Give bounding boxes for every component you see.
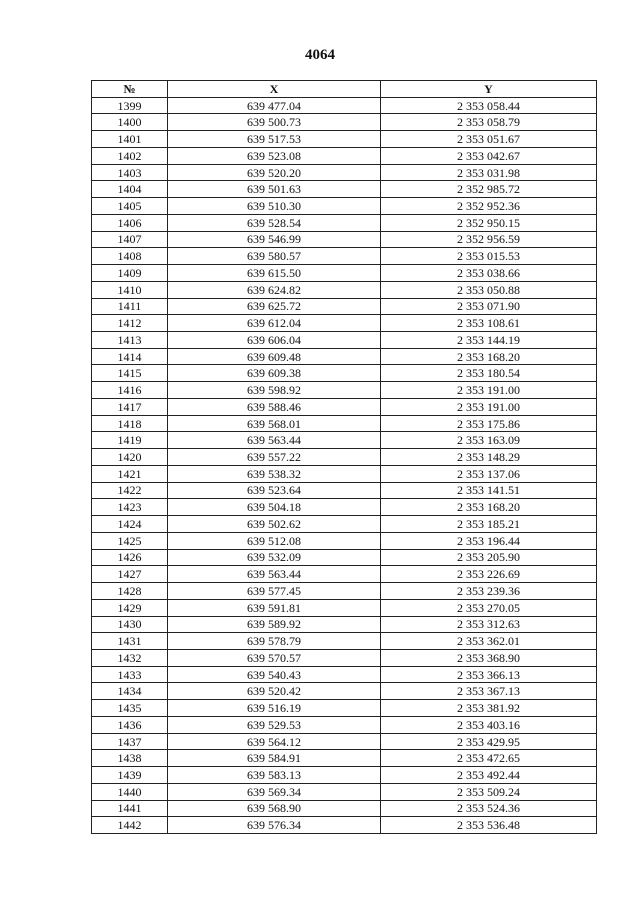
cell-point-number: 1424 xyxy=(92,516,168,533)
table-row xyxy=(92,783,597,800)
cell-x: 639 584.91 xyxy=(168,750,381,767)
table-row xyxy=(92,599,597,616)
cell-point-number: 1426 xyxy=(92,549,168,566)
cell-point-number: 1402 xyxy=(92,147,168,164)
cell-y: 2 353 031.98 xyxy=(381,164,597,181)
table-row xyxy=(92,432,597,449)
cell-x: 639 504.18 xyxy=(168,499,381,516)
table-row xyxy=(92,315,597,332)
cell-y: 2 353 205.90 xyxy=(381,549,597,566)
cell-point-number: 1400 xyxy=(92,114,168,131)
table-row xyxy=(92,516,597,533)
table-row xyxy=(92,114,597,131)
cell-y: 2 353 042.67 xyxy=(381,147,597,164)
cell-y: 2 353 403.16 xyxy=(381,716,597,733)
cell-y: 2 353 180.54 xyxy=(381,365,597,382)
cell-point-number: 1415 xyxy=(92,365,168,382)
cell-point-number: 1431 xyxy=(92,633,168,650)
cell-point-number: 1434 xyxy=(92,683,168,700)
table-row xyxy=(92,281,597,298)
table-row xyxy=(92,817,597,834)
table-row xyxy=(92,348,597,365)
cell-x: 639 612.04 xyxy=(168,315,381,332)
cell-point-number: 1437 xyxy=(92,733,168,750)
table-row xyxy=(92,499,597,516)
table-row xyxy=(92,767,597,784)
cell-y: 2 353 270.05 xyxy=(381,599,597,616)
cell-y: 2 353 168.20 xyxy=(381,499,597,516)
table-row xyxy=(92,465,597,482)
cell-x: 639 589.92 xyxy=(168,616,381,633)
table-row xyxy=(92,248,597,265)
cell-x: 639 606.04 xyxy=(168,332,381,349)
cell-point-number: 1401 xyxy=(92,131,168,148)
cell-point-number: 1422 xyxy=(92,482,168,499)
cell-y: 2 353 038.66 xyxy=(381,265,597,282)
cell-y: 2 353 196.44 xyxy=(381,532,597,549)
cell-y: 2 353 312.63 xyxy=(381,616,597,633)
cell-point-number: 1413 xyxy=(92,332,168,349)
table-row xyxy=(92,482,597,499)
cell-y: 2 353 175.86 xyxy=(381,415,597,432)
cell-x: 639 512.08 xyxy=(168,532,381,549)
cell-point-number: 1419 xyxy=(92,432,168,449)
cell-x: 639 569.34 xyxy=(168,783,381,800)
table-row xyxy=(92,633,597,650)
cell-point-number: 1433 xyxy=(92,666,168,683)
cell-y: 2 353 536.48 xyxy=(381,817,597,834)
cell-x: 639 523.64 xyxy=(168,482,381,499)
cell-x: 639 538.32 xyxy=(168,465,381,482)
cell-point-number: 1416 xyxy=(92,382,168,399)
cell-point-number: 1439 xyxy=(92,767,168,784)
cell-point-number: 1414 xyxy=(92,348,168,365)
cell-x: 639 609.38 xyxy=(168,365,381,382)
table-row xyxy=(92,566,597,583)
cell-point-number: 1442 xyxy=(92,817,168,834)
cell-y: 2 353 137.06 xyxy=(381,465,597,482)
cell-point-number: 1421 xyxy=(92,465,168,482)
cell-x: 639 557.22 xyxy=(168,449,381,466)
table-row xyxy=(92,147,597,164)
cell-x: 639 624.82 xyxy=(168,281,381,298)
cell-x: 639 546.99 xyxy=(168,231,381,248)
table-row xyxy=(92,198,597,215)
cell-y: 2 353 141.51 xyxy=(381,482,597,499)
table-row xyxy=(92,415,597,432)
cell-point-number: 1408 xyxy=(92,248,168,265)
cell-y: 2 353 185.21 xyxy=(381,516,597,533)
cell-x: 639 568.90 xyxy=(168,800,381,817)
cell-x: 639 625.72 xyxy=(168,298,381,315)
cell-x: 639 564.12 xyxy=(168,733,381,750)
cell-y: 2 353 381.92 xyxy=(381,700,597,717)
cell-y: 2 353 071.90 xyxy=(381,298,597,315)
cell-y: 2 353 108.61 xyxy=(381,315,597,332)
cell-point-number: 1440 xyxy=(92,783,168,800)
cell-y: 2 353 362.01 xyxy=(381,633,597,650)
cell-y: 2 353 368.90 xyxy=(381,649,597,666)
cell-x: 639 563.44 xyxy=(168,566,381,583)
cell-y: 2 353 492.44 xyxy=(381,767,597,784)
table-row xyxy=(92,398,597,415)
cell-point-number: 1430 xyxy=(92,616,168,633)
cell-x: 639 598.92 xyxy=(168,382,381,399)
table-row xyxy=(92,97,597,114)
table-row xyxy=(92,616,597,633)
cell-point-number: 1409 xyxy=(92,265,168,282)
cell-x: 639 520.20 xyxy=(168,164,381,181)
table-row xyxy=(92,549,597,566)
cell-y: 2 353 163.09 xyxy=(381,432,597,449)
cell-x: 639 588.46 xyxy=(168,398,381,415)
cell-x: 639 523.08 xyxy=(168,147,381,164)
cell-y: 2 352 950.15 xyxy=(381,214,597,231)
cell-point-number: 1405 xyxy=(92,198,168,215)
page-number: 4064 xyxy=(305,47,335,63)
cell-point-number: 1403 xyxy=(92,164,168,181)
cell-y: 2 353 191.00 xyxy=(381,382,597,399)
table-row xyxy=(92,164,597,181)
table-row xyxy=(92,382,597,399)
cell-y: 2 353 148.29 xyxy=(381,449,597,466)
cell-y: 2 353 366.13 xyxy=(381,666,597,683)
cell-x: 639 520.42 xyxy=(168,683,381,700)
cell-x: 639 577.45 xyxy=(168,583,381,600)
cell-point-number: 1412 xyxy=(92,315,168,332)
cell-x: 639 516.19 xyxy=(168,700,381,717)
cell-point-number: 1420 xyxy=(92,449,168,466)
table-row xyxy=(92,750,597,767)
cell-x: 639 576.34 xyxy=(168,817,381,834)
cell-y: 2 353 168.20 xyxy=(381,348,597,365)
table-row xyxy=(92,365,597,382)
cell-point-number: 1436 xyxy=(92,716,168,733)
cell-y: 2 352 952.36 xyxy=(381,198,597,215)
cell-y: 2 352 956.59 xyxy=(381,231,597,248)
table-header-row xyxy=(92,81,597,98)
cell-x: 639 609.48 xyxy=(168,348,381,365)
cell-point-number: 1428 xyxy=(92,583,168,600)
table-row xyxy=(92,214,597,231)
cell-x: 639 568.01 xyxy=(168,415,381,432)
cell-x: 639 500.73 xyxy=(168,114,381,131)
column-header-x: X xyxy=(168,81,381,98)
cell-y: 2 353 226.69 xyxy=(381,566,597,583)
cell-point-number: 1418 xyxy=(92,415,168,432)
cell-x: 639 583.13 xyxy=(168,767,381,784)
table-row xyxy=(92,449,597,466)
cell-y: 2 353 058.44 xyxy=(381,97,597,114)
table-row xyxy=(92,649,597,666)
table-row xyxy=(92,181,597,198)
cell-point-number: 1410 xyxy=(92,281,168,298)
cell-x: 639 510.30 xyxy=(168,198,381,215)
table-body xyxy=(92,97,597,833)
cell-y: 2 353 239.36 xyxy=(381,583,597,600)
cell-point-number: 1399 xyxy=(92,97,168,114)
table-row xyxy=(92,332,597,349)
cell-y: 2 353 144.19 xyxy=(381,332,597,349)
cell-x: 639 502.62 xyxy=(168,516,381,533)
cell-x: 639 517.53 xyxy=(168,131,381,148)
cell-x: 639 580.57 xyxy=(168,248,381,265)
cell-point-number: 1435 xyxy=(92,700,168,717)
cell-point-number: 1411 xyxy=(92,298,168,315)
table-row xyxy=(92,265,597,282)
cell-y: 2 353 524.36 xyxy=(381,800,597,817)
cell-y: 2 353 015.53 xyxy=(381,248,597,265)
table-row xyxy=(92,716,597,733)
cell-point-number: 1417 xyxy=(92,398,168,415)
table-row xyxy=(92,298,597,315)
table-row xyxy=(92,583,597,600)
cell-x: 639 529.53 xyxy=(168,716,381,733)
cell-point-number: 1432 xyxy=(92,649,168,666)
column-header-number: № xyxy=(92,81,168,98)
cell-y: 2 353 367.13 xyxy=(381,683,597,700)
cell-x: 639 532.09 xyxy=(168,549,381,566)
table-row xyxy=(92,532,597,549)
cell-point-number: 1429 xyxy=(92,599,168,616)
cell-point-number: 1406 xyxy=(92,214,168,231)
cell-y: 2 353 509.24 xyxy=(381,783,597,800)
cell-point-number: 1423 xyxy=(92,499,168,516)
cell-x: 639 528.54 xyxy=(168,214,381,231)
table-row xyxy=(92,700,597,717)
cell-x: 639 578.79 xyxy=(168,633,381,650)
cell-x: 639 570.57 xyxy=(168,649,381,666)
cell-point-number: 1404 xyxy=(92,181,168,198)
cell-x: 639 615.50 xyxy=(168,265,381,282)
cell-point-number: 1441 xyxy=(92,800,168,817)
cell-x: 639 591.81 xyxy=(168,599,381,616)
cell-y: 2 353 472.65 xyxy=(381,750,597,767)
cell-point-number: 1425 xyxy=(92,532,168,549)
table-row xyxy=(92,131,597,148)
cell-y: 2 353 051.67 xyxy=(381,131,597,148)
column-header-y: Y xyxy=(381,81,597,98)
table-row xyxy=(92,800,597,817)
table-row xyxy=(92,666,597,683)
cell-point-number: 1407 xyxy=(92,231,168,248)
cell-y: 2 353 429.95 xyxy=(381,733,597,750)
cell-x: 639 563.44 xyxy=(168,432,381,449)
cell-y: 2 353 050.88 xyxy=(381,281,597,298)
cell-y: 2 353 058.79 xyxy=(381,114,597,131)
coordinates-table xyxy=(91,80,597,834)
cell-x: 639 501.63 xyxy=(168,181,381,198)
table-row xyxy=(92,231,597,248)
cell-y: 2 353 191.00 xyxy=(381,398,597,415)
cell-y: 2 352 985.72 xyxy=(381,181,597,198)
cell-point-number: 1427 xyxy=(92,566,168,583)
table-row xyxy=(92,683,597,700)
cell-point-number: 1438 xyxy=(92,750,168,767)
cell-x: 639 540.43 xyxy=(168,666,381,683)
table-row xyxy=(92,733,597,750)
cell-x: 639 477.04 xyxy=(168,97,381,114)
